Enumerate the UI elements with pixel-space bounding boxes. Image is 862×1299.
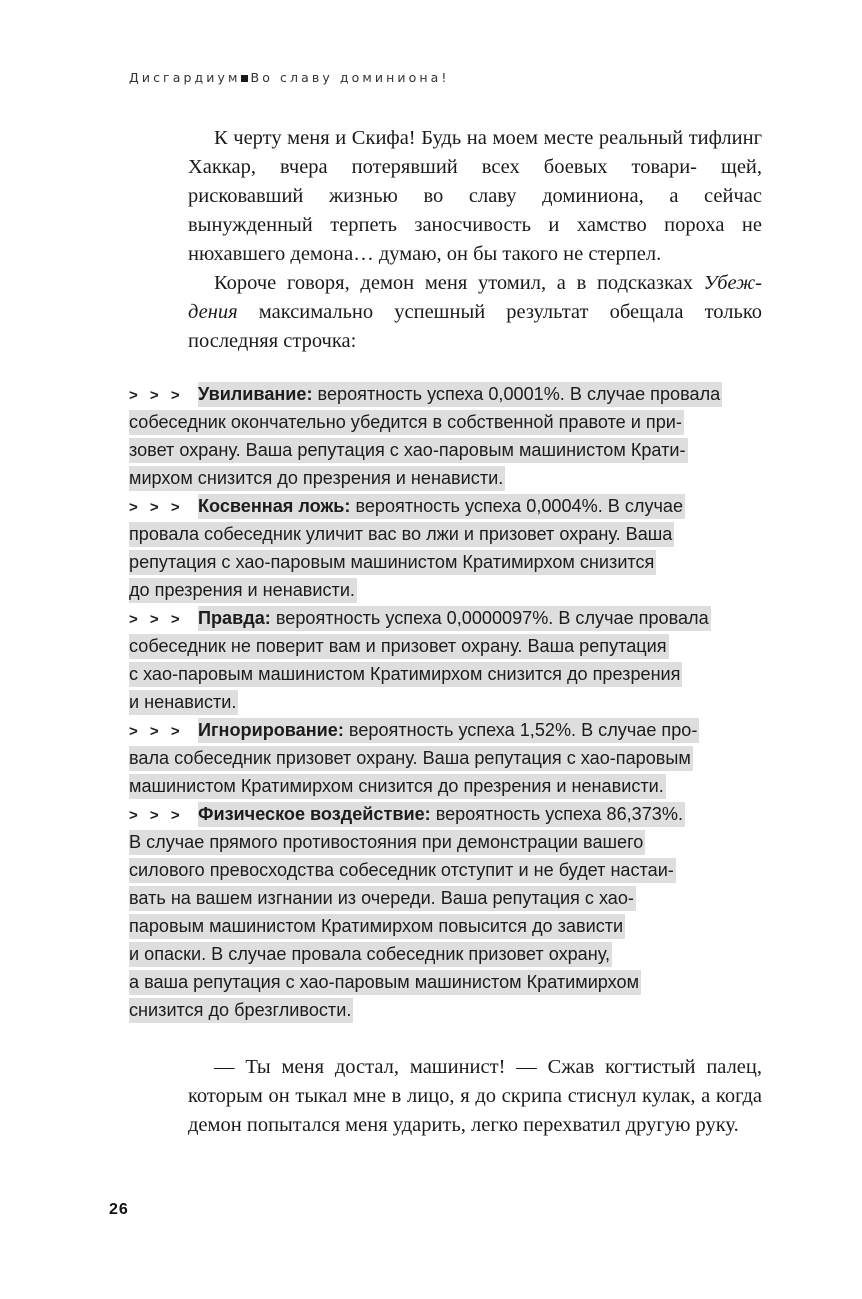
arrows-icon: > > >	[129, 494, 198, 522]
text-line: К черту меня и Скифа! Будь на моем месте реальный	[214, 127, 684, 149]
hint-line	[129, 548, 769, 576]
hint-list	[129, 380, 769, 1024]
hint-text: вероятность успеха 0,0004%. В случае	[350, 496, 684, 516]
highlighted-text: вать на вашем изгнании из очереди. Ваша репутация с хао-	[129, 886, 636, 911]
paragraph-dialogue	[188, 1053, 762, 1140]
highlighted-text: а ваша репутация с хао-паровым машинистом Кратимирхом	[129, 970, 641, 995]
hint-line	[129, 828, 769, 856]
text-line: Короче говоря, демон меня утомил, а в подсказках	[214, 272, 704, 294]
highlighted-text: собеседник не поверит вам и призовет охрану. Ваша репутация	[129, 634, 669, 659]
highlighted-text	[198, 494, 685, 519]
text-line: максимально успешный результат обещала только	[237, 301, 762, 323]
hint-ignorirovanie	[129, 716, 769, 800]
highlighted-text: вала собеседник призовет охрану. Ваша репутация с хао-паровым	[129, 746, 693, 771]
running-head-chapter: Во славу доминиона!	[250, 70, 450, 85]
hint-line	[129, 688, 769, 716]
highlighted-text: В случае прямого противостояния при демонстрации вашего	[129, 830, 645, 855]
highlighted-text: зовет охрану. Ваша репутация с хао-паровым машинистом Крати-	[129, 438, 688, 463]
hint-text: вероятность успеха 1,52%. В случае про-	[343, 720, 698, 740]
prose-top	[188, 124, 762, 356]
arrows-icon: > > >	[129, 382, 198, 410]
hint-line	[129, 464, 769, 492]
hint-line	[129, 772, 769, 800]
paragraph-1	[188, 124, 762, 269]
highlighted-text: и ненависти.	[129, 690, 238, 715]
prose-bottom	[188, 1053, 762, 1140]
highlighted-text	[198, 718, 699, 743]
hint-pravda	[129, 604, 769, 716]
highlighted-text: и опаски. В случае провала собеседник призовет охрану,	[129, 942, 612, 967]
separator-square-icon	[241, 75, 248, 82]
highlighted-text: паровым машинистом Кратимирхом повысится до зависти	[129, 914, 625, 939]
hint-title: Увиливание:	[198, 384, 313, 404]
hint-first-line	[129, 492, 769, 520]
arrows-icon: > > >	[129, 606, 198, 634]
highlighted-text	[198, 382, 722, 407]
hint-line	[129, 856, 769, 884]
hint-title: Игнорирование:	[198, 720, 344, 740]
highlighted-text: репутация с хао-паровым машинистом Кратимирхом снизится	[129, 550, 656, 575]
hint-title: Косвенная ложь:	[198, 496, 351, 516]
italic-term: дения	[188, 301, 238, 323]
hint-line	[129, 744, 769, 772]
highlighted-text: собеседник окончательно убедится в собственной правоте и при-	[129, 410, 684, 435]
text-line: которым он тыкал мне в лицо, я до скрипа стиснул кулак,	[188, 1085, 696, 1107]
text-line: вынужденный терпеть заносчивость и хамство пороха	[188, 214, 725, 236]
italic-term: Убеж-	[703, 272, 762, 294]
hint-kosvennaya-lozh	[129, 492, 769, 604]
text-line: тифлинг Хаккар, вчера потерявший всех боевых товари-	[188, 127, 762, 178]
hint-line	[129, 436, 769, 464]
highlighted-text: силового превосходства собеседник отступит и не будет настаи-	[129, 858, 676, 883]
hint-line	[129, 576, 769, 604]
hint-uvilivanie	[129, 380, 769, 492]
hint-line	[129, 968, 769, 996]
highlighted-text: до презрения и ненависти.	[129, 578, 357, 603]
page-number: 26	[109, 1201, 129, 1218]
hint-line	[129, 408, 769, 436]
hint-text: вероятность успеха 0,0000097%. В случае провала	[270, 608, 709, 628]
highlighted-text: снизится до брезгливости.	[129, 998, 353, 1023]
hint-first-line	[129, 380, 769, 408]
highlighted-text	[198, 606, 711, 631]
hint-line	[129, 632, 769, 660]
arrows-icon: > > >	[129, 802, 198, 830]
text-line: другую руку.	[625, 1114, 739, 1136]
highlighted-text: мирхом снизится до презрения и ненависти.	[129, 466, 505, 491]
highlighted-text: машинистом Кратимирхом снизится до презрения и ненависти.	[129, 774, 666, 799]
hint-line	[129, 884, 769, 912]
hint-text: вероятность успеха 0,0001%. В случае провала	[312, 384, 721, 404]
highlighted-text	[198, 802, 685, 827]
hint-line	[129, 912, 769, 940]
hint-first-line	[129, 716, 769, 744]
highlighted-text: с хао-паровым машинистом Кратимирхом снизится до презрения	[129, 662, 682, 687]
hint-title: Физическое воздействие:	[198, 804, 431, 824]
text-line: а когда демон попытался меня ударить, легко перехватил	[188, 1085, 763, 1136]
running-head	[129, 70, 450, 85]
hint-text: вероятность успеха 86,373%.	[430, 804, 683, 824]
hint-line	[129, 660, 769, 688]
text-line: — Ты меня достал, машинист! — Сжав когтистый палец,	[214, 1056, 762, 1078]
highlighted-text: провала собеседник уличит вас во лжи и призовет охрану. Ваша	[129, 522, 674, 547]
hint-title: Правда:	[198, 608, 271, 628]
hint-fizicheskoe-vozdeystvie	[129, 800, 769, 1024]
hint-first-line	[129, 604, 769, 632]
text-line: последняя строчка:	[188, 330, 357, 352]
arrows-icon: > > >	[129, 718, 198, 746]
hint-line	[129, 520, 769, 548]
text-line: щей, рисковавший жизнью во славу доминиона, а сейчас	[188, 156, 763, 207]
running-head-book: Дисгардиум	[129, 70, 241, 85]
hint-line	[129, 940, 769, 968]
text-line: не нюхавшего демона… думаю, он бы такого не стерпел.	[188, 214, 762, 265]
paragraph-2	[188, 269, 762, 356]
hint-line	[129, 996, 769, 1024]
hint-first-line	[129, 800, 769, 828]
